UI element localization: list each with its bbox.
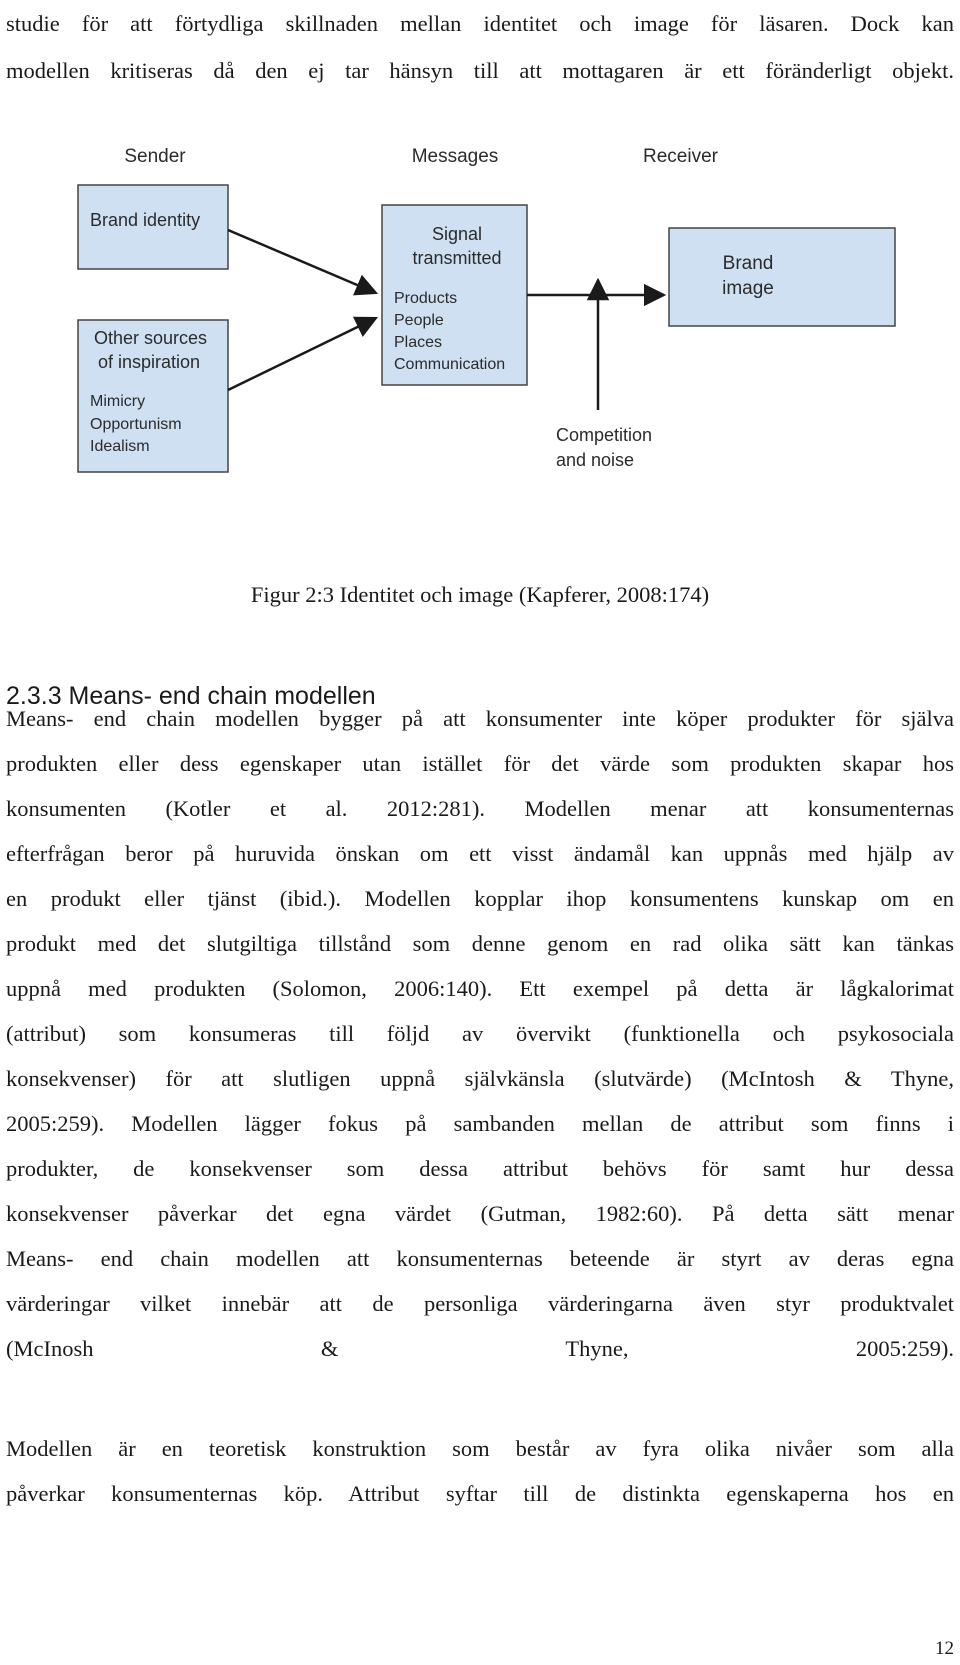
- text-line: konsekvenser påverkar det egna värdet (Gutman, 1982:60). På detta sätt menar: [6, 1201, 954, 1226]
- text-line: produkter, de konsekvenser som dessa attribut behövs för samt hur dessa: [6, 1156, 954, 1181]
- text-line: påverkar konsumenternas köp. Attribut syftar till de distinkta egenskaperna hos en: [6, 1481, 954, 1506]
- arrow-identity-to-signal: [228, 230, 376, 293]
- text-line: (attribut) som konsumeras till följd av övervikt (funktionella och psykosociala: [6, 1021, 954, 1046]
- text-line: Means- end chain modellen bygger på att konsumenter inte köper produkter för själva: [6, 706, 954, 731]
- signal-label: transmitted: [412, 248, 502, 268]
- signal-item: Places: [394, 334, 443, 351]
- competition-label: Competition: [556, 425, 653, 445]
- signal-label: Signal: [431, 224, 483, 244]
- text-line: konsekvenser) för att slutligen uppnå självkänsla (slutvärde) (McIntosh & Thyne,: [6, 1066, 954, 1091]
- text-line: konsumenten (Kotler et al. 2012:281). Modellen menar att konsumenternas: [6, 796, 954, 821]
- text-line: Modellen är en teoretisk konstruktion som består av fyra olika nivåer som alla: [6, 1436, 954, 1461]
- text-line: (McInosh & Thyne, 2005:259).: [6, 1336, 954, 1361]
- brand-image-label: image: [722, 278, 774, 299]
- text-line: 2005:259). Modellen lägger fokus på sambanden mellan de attribut som finns i: [6, 1111, 954, 1136]
- other-sources-item: Idealism: [90, 438, 150, 455]
- other-sources-item: Opportunism: [90, 416, 182, 433]
- page-number: 12: [935, 1638, 954, 1659]
- text-line: en produkt eller tjänst (ibid.). Modellen kopplar ihop konsumentens kunskap om en: [6, 886, 954, 911]
- signal-item: Communication: [394, 356, 506, 373]
- competition-label: and noise: [556, 450, 635, 470]
- text-line: modellen kritiseras då den ej tar hänsyn till att mottagaren är ett föränderligt objekt.: [6, 58, 954, 83]
- other-sources-label: of inspiration: [98, 352, 201, 372]
- header-sender: Sender: [124, 146, 186, 167]
- body-paragraph-2: [6, 1426, 954, 1516]
- brand-image-box-overlay: [668, 227, 898, 329]
- body-paragraph-1: [6, 696, 954, 1371]
- text-line: uppnå med produkten (Solomon, 2006:140). Ett exempel på detta är lågkalorimat: [6, 976, 954, 1001]
- identity-image-diagram: [70, 135, 720, 510]
- header-receiver: Receiver: [643, 146, 718, 167]
- brand-image-label: Brand: [722, 253, 774, 274]
- text-line: produkten eller dess egenskaper utan istället för det värde som produkten skapar hos: [6, 751, 954, 776]
- text-line: Means- end chain modellen att konsumenternas beteende är styrt av deras egna: [6, 1246, 954, 1271]
- text-line: värderingar vilket innebär att de personliga värderingarna även styr produktvalet: [6, 1291, 954, 1316]
- signal-item: Products: [394, 290, 458, 307]
- text-line: efterfrågan beror på huruvida önskan om ett visst ändamål kan uppnås med hjälp av: [6, 841, 954, 866]
- header-messages: Messages: [411, 146, 499, 167]
- text-line: studie för att förtydliga skillnaden mellan identitet och image för läsaren. Dock kan: [6, 11, 954, 36]
- other-sources-item: Mimicry: [90, 393, 146, 410]
- intro-paragraph: [6, 0, 954, 94]
- signal-item: People: [394, 312, 444, 329]
- section-heading: 2.3.3 Means- end chain modellen: [6, 682, 376, 710]
- brand-identity-label: Brand identity: [90, 210, 201, 230]
- brand-image-box: [669, 228, 895, 326]
- other-sources-label: Other sources: [94, 328, 208, 348]
- text-line: produkt med det slutgiltiga tillstånd som denne genom en rad olika sätt kan tänkas: [6, 931, 954, 956]
- figure-caption: Figur 2:3 Identitet och image (Kapferer, 2008:174): [250, 582, 710, 607]
- arrow-sources-to-signal: [228, 318, 376, 390]
